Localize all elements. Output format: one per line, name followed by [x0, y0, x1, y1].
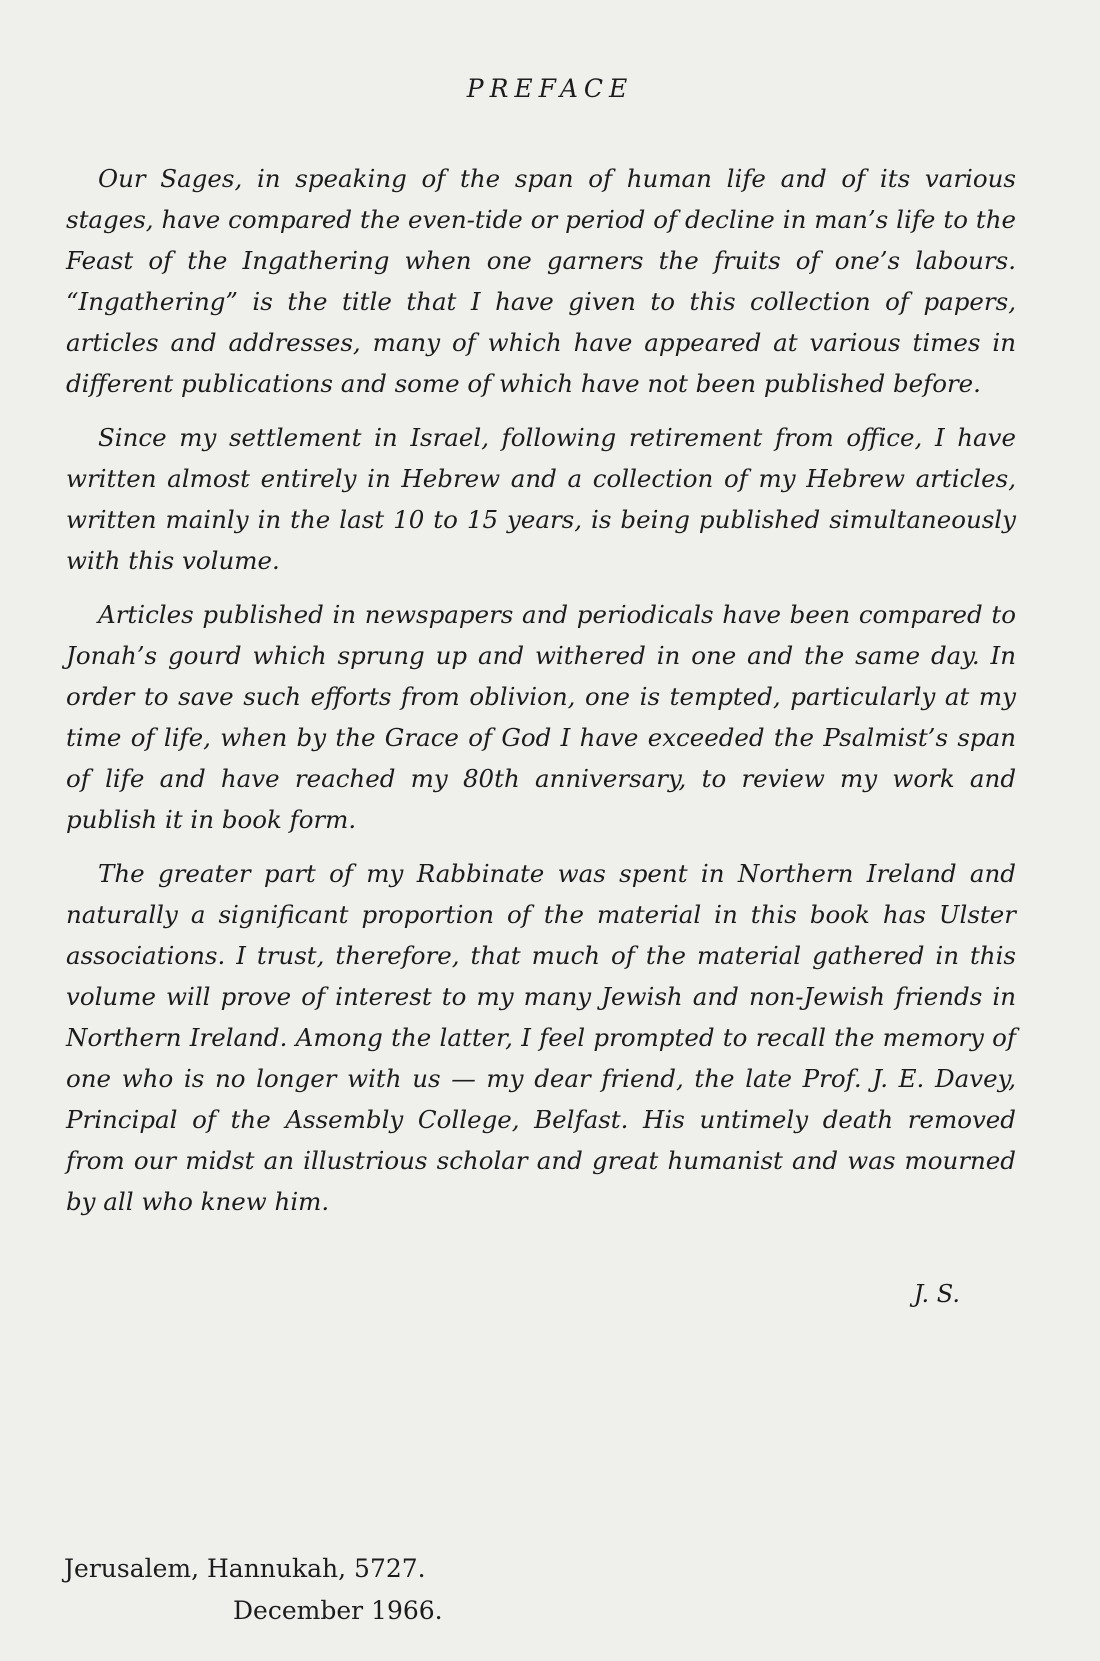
page-title: PREFACE — [466, 74, 634, 103]
paragraph-1: Our Sages, in speaking of the span of human life and of its various stages, have compared the even-tide or period of decline in man’s life to the Feast of the Ingathering when one garners the fruits of one’s labours. “Ingathering” is the title that I have given to this collection of papers, articles and addresses, many of which have appeared at various times in different publications and some of which have not been published before. — [66, 164, 1016, 398]
paragraph-2: Since my settlement in Israel, following retirement from office, I have written almost entirely in Hebrew and a collection of my Hebrew articles, written mainly in the last 10 to 15 years, is being published simultaneously with this volume. — [66, 423, 1016, 575]
paragraph-3: Articles published in newspapers and periodicals have been compared to Jonah’s gourd which sprung up and withered in one and the same day. In order to save such efforts from oblivion, one is tempted, particularly at my time of life, when by the Grace of God I have exceeded the Psalmist’s span of life and have reached my 80th anniversary, to review my work and publish it in book form. — [66, 600, 1016, 834]
author-initials: J. S. — [913, 1280, 960, 1308]
preface-body — [66, 158, 1016, 1235]
gregorian-date: December 1966. — [233, 1596, 443, 1625]
place-and-hebrew-date: Jerusalem, Hannukah, 5727. — [64, 1554, 426, 1583]
paragraph-4: The greater part of my Rabbinate was spent in Northern Ireland and naturally a significant proportion of the material in this book has Ulster associations. I trust, therefore, that much of the material gathered in this volume will prove of interest to my many Jewish and non-Jewish friends in Northern Ireland. Among the latter, I feel prompted to recall the memory of one who is no longer with us — my dear friend, the late Prof. J. E. Davey, Principal of the Assembly College, Belfast. His untimely death removed from our midst an illustrious scholar and great humanist and was mourned by all who knew him. — [66, 859, 1016, 1216]
dateline — [64, 1548, 443, 1632]
